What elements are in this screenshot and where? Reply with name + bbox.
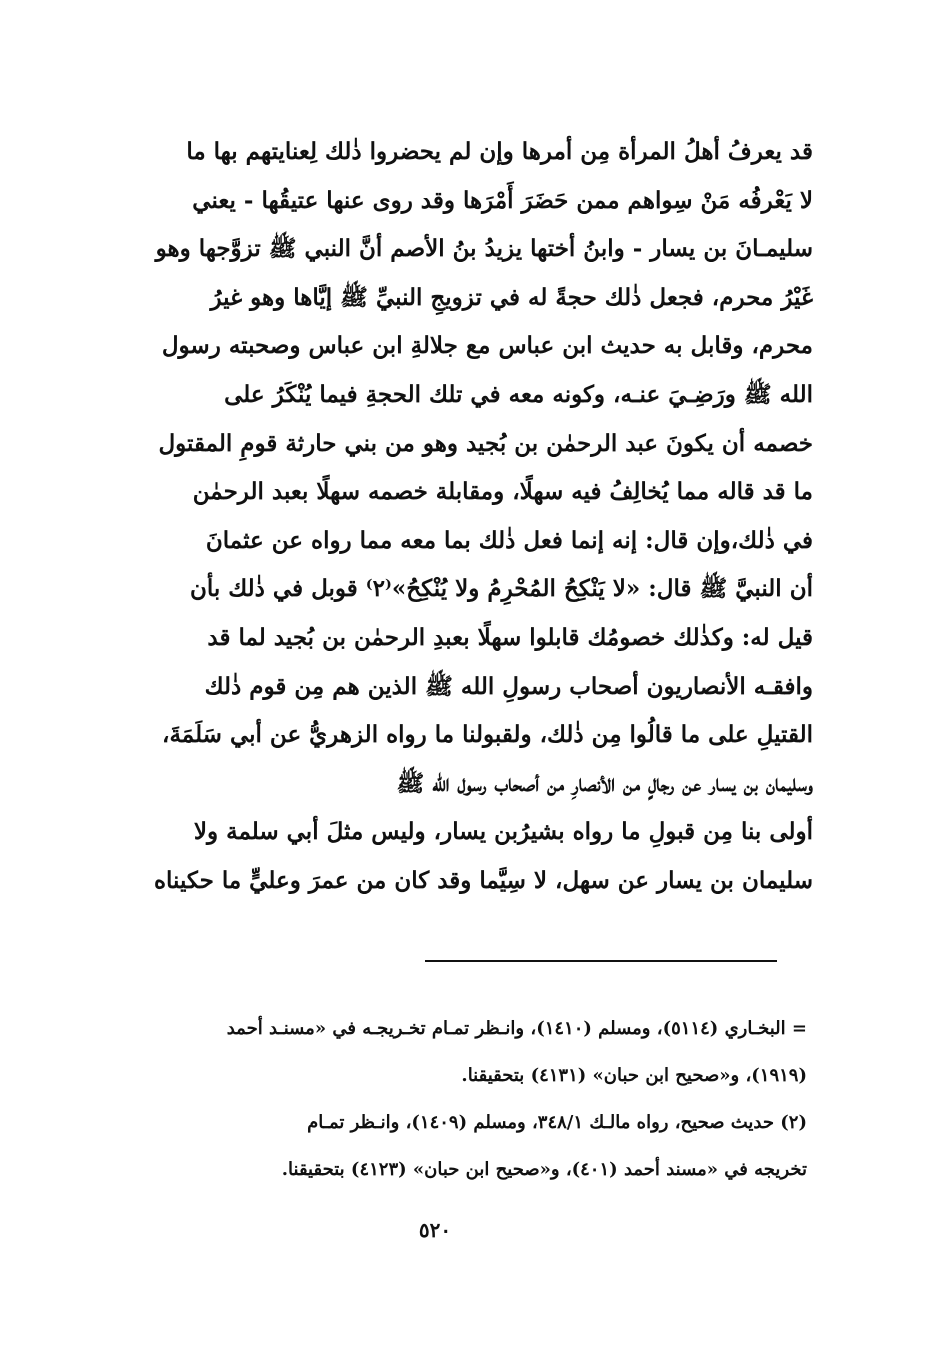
footnotes [82,1005,807,1193]
text-line: غَيْرُ محرم، فجعل ذٰلك حجةً له في تزويجِ النبيِّ ﷺ إيَّاها وهو غيرُ [210,283,813,311]
text-line: سليمان بن يسار عن سهل، لا سِيَّما وقد كان من عمرَ وعليٍّ ما حكيناه [153,866,813,894]
footnote-line: = البخـاري (٥١١٤)، ومسلم (١٤١٠)، وانـظر تمـام تخـريجـه في «مسنـد أحمد [226,1018,807,1039]
footnote-divider [425,960,777,962]
text-line: محرم، وقابل به حديث ابن عباس مع جلالةِ ابن عباس وصحبته رسول [161,332,813,360]
text-line: الله ﷺ ورَضِـيَ عنـه، وكونه معه في تلك الحجةِ فيما يُنْكَرُ على [224,380,813,408]
text-line: في ذٰلك،وإن قال: إنه إنما فعل ذٰلك بما معه مما رواه عن عثمانَ [205,526,813,554]
footnote-line: تخريجه في «مسند أحمد (٤٠١)، و«صحيح ابن حبان» (٤١٢٣) بتحقيقنا. [281,1159,807,1180]
text-line: وافقـه الأنصاريون أصحاب رسولِ الله ﷺ الذين هم مِن قوم ذٰلك [204,672,813,700]
text-line: أن النبيَّ ﷺ قال: «لا يَنْكِحُ المُحْرِمُ ولا يُنْكِحُ»⁽٢⁾ قوبل في ذٰلك بأن [189,575,813,603]
main-text [88,128,813,906]
text-line: سليمـانَ بن يسار - وابنُ أختها يزيدُ بنُ الأصم أنَّ النبي ﷺ تزوَّجها وهو [155,235,813,263]
text-line: القتيلِ على ما قالُوا مِن ذٰلك، ولقبولنا ما رواه الزهريُّ عن أبي سَلَمَةَ، [162,721,813,749]
text-line: أولى بنا مِن قبولِ ما رواه بشيرُبن يسار، وليس مثلَ أبي سلمة ولا [193,818,813,846]
text-line: قيل له: وكذٰلك خصومُك قابلوا سهلًا بعبدِ الرحمٰن بن بُجيد لما قد [207,623,813,651]
text-line: ما قد قاله مما يُخالِفُ فيه سهلًا، ومقابلة خصمه سهلًا بعبد الرحمٰن [192,478,813,506]
page-number: ٥٢٠ [418,1218,452,1242]
footnote-line: (٢) حديث صحيح، رواه مالـك ٣٤٨/١، ومسلم (١٤٠٩)، وانـظر تمـام [307,1112,807,1133]
text-line: وسليمان بن يسار عن رجالٍ من الأنصارِ من أصحاب رسول الله ﷺ [396,769,813,797]
text-line: لا يَعْرفُه مَنْ سِواهم ممن حَضَرَ أَمْرَها وقد روى عنها عتيقُها - يعني [192,186,813,214]
text-line: قد يعرفُ أهلُ المرأة مِن أمرها وإن لم يحضروا ذٰلك لِعنايتهم بها ما [186,138,813,165]
footnote-line: (١٩١٩)، و«صحيح ابن حبان» (٤١٣١) بتحقيقنا. [461,1065,807,1086]
text-line: خصمه أن يكونَ عبد الرحمٰن بن بُجيد وهو من بني حارثة قومِ المقتول [158,429,813,457]
